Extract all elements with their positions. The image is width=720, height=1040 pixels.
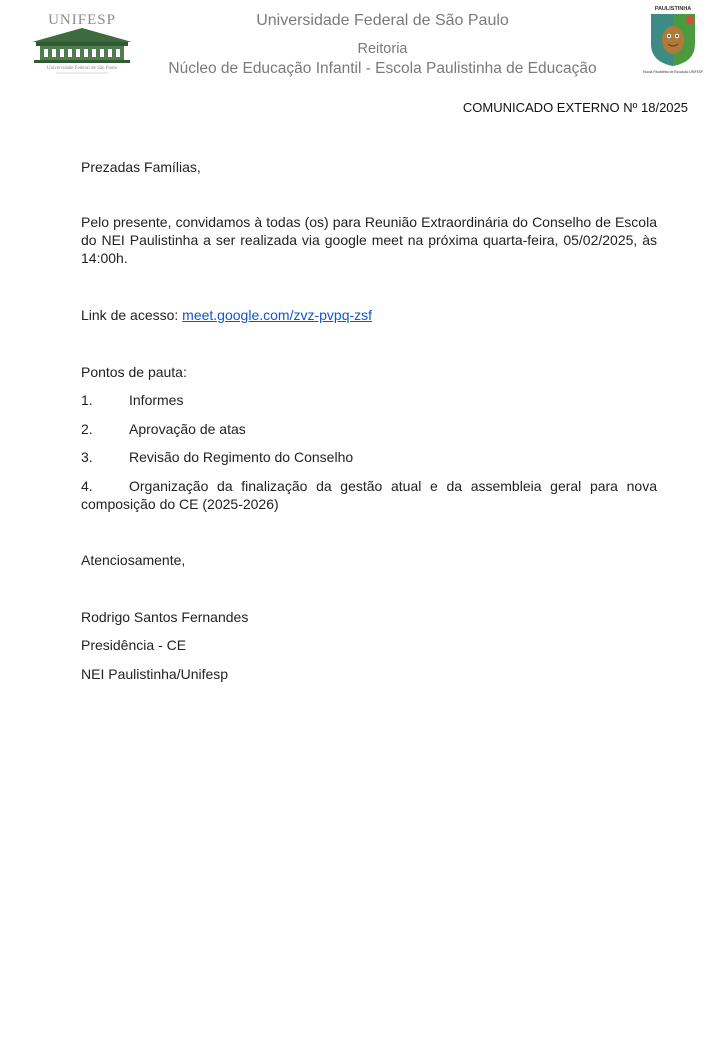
paulistinha-logo xyxy=(643,4,703,80)
signatory-institution: NEI Paulistinha/Unifesp xyxy=(81,665,229,682)
agenda-item xyxy=(81,420,657,438)
unifesp-logo xyxy=(26,10,138,80)
access-link-label: Link de acesso: xyxy=(81,307,183,323)
closing: Atenciosamente, xyxy=(81,551,186,568)
agenda-text: Informes xyxy=(129,392,184,408)
unifesp-logo-subtitle: Universidade Federal de São Paulo xyxy=(46,66,118,71)
paulistinha-logo-text: PAULISTINHA xyxy=(654,6,692,12)
rectory-name: Reitoria xyxy=(357,41,408,57)
agenda-item xyxy=(81,477,657,513)
agenda-text: Organização da finalização da gestão atual e da assembleia geral para nova composição do CE (2025-2026) xyxy=(81,477,657,512)
signatory-role: Presidência - CE xyxy=(81,637,187,653)
letter-body xyxy=(81,158,657,693)
agenda-text: Revisão do Regimento do Conselho xyxy=(129,449,354,465)
university-name: Universidade Federal de São Paulo xyxy=(256,12,509,29)
signatory-name: Rodrigo Santos Fernandes xyxy=(81,608,249,625)
agenda-number: 4. xyxy=(81,477,93,494)
unifesp-logo-text: UNIFESP xyxy=(48,12,116,28)
paulistinha-logo-subtitle: Escola Paulistinha de Educação UNIFESP xyxy=(643,70,703,74)
meet-link[interactable]: meet.google.com/zvz-pvpq-zsf xyxy=(182,307,373,323)
communique-number: COMUNICADO EXTERNO Nº 18/2025 xyxy=(462,100,688,115)
agenda-number: 1. xyxy=(81,392,93,408)
nucleus-name: Núcleo de Educação Infantil - Escola Paulistinha de Educação xyxy=(168,60,597,77)
greeting: Prezadas Famílias, xyxy=(81,159,201,175)
agenda-item xyxy=(81,391,657,409)
agenda-number: 3. xyxy=(81,449,93,465)
agenda-item xyxy=(81,448,657,466)
access-link-line xyxy=(81,306,657,324)
agenda-heading: Pontos de pauta: xyxy=(81,364,187,380)
invitation-paragraph: Pelo presente, convidamos à todas (os) para Reunião Extraordinária do Conselho de Escola do NEI Paulistinha a ser realizada via google meet na próxima quarta-feira, 05/02/2025, às 14:00h. xyxy=(81,214,657,266)
agenda-number: 2. xyxy=(81,420,93,437)
agenda-text: Aprovação de atas xyxy=(129,420,246,437)
